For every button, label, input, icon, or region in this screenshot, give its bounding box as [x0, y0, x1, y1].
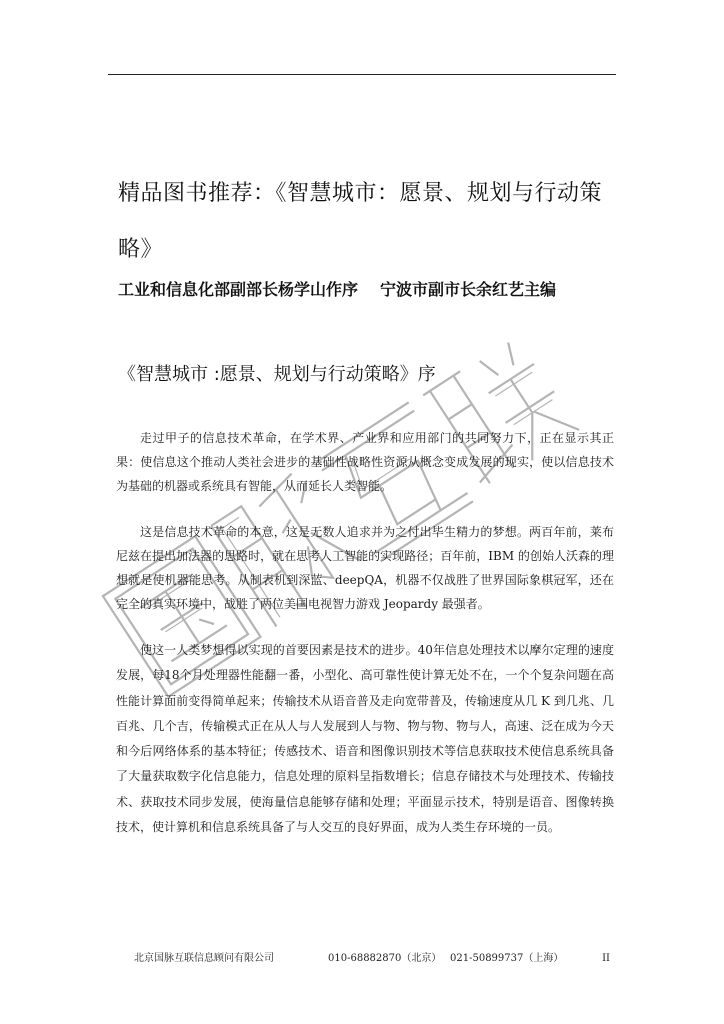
section-heading: 《智慧城市 :愿景、规划与行动策略》序 [118, 364, 436, 385]
footer-phone-shanghai: 021-50899737（上海） [450, 953, 564, 964]
paragraph-1: 走过甲子的信息技术革命，在学术界、产业界和应用部门的共同努力下，正在显示其正果：使信息这个推动人类社会进步的基础性战略性资源从概念变成发展的现实，使以信息技术为基础的机器或系统具有智能，从而延长人类智能。 [116, 431, 614, 493]
footer-phone-beijing: 010-68882870（北京） [328, 953, 442, 964]
header-rule [108, 74, 616, 75]
paragraph-3: 使这一人类梦想得以实现的首要因素是技术的进步。40年信息处理技术以摩尔定理的速度发展，每18个月处理器性能翻一番，小型化、高可靠性使计算无处不在，一个个复杂问题在高性能计算面前变得简单起来；传输技术从语音普及走向宽带普及，传输速度从几 K 到几兆、几百兆、几个吉，传输模式正在从人与人发展到人与物、物与物、物与人，高速、泛在成为今天和今后网络体系的基本特征；传感技术、语音和图像识别技术等信息获取技术使信息系统具备了大量获取数字化信息能力，信息处理的原料呈指数增长；信息存储技术与处理技术、传输技术、获取技术同步发展，使海量信息能够存储和处理；平面显示技术，特别是语音、图像转换技术，使计算机和信息系统具备了与人交互的良好界面，成为人类生存环境的一员。 [116, 643, 614, 835]
page-subtitle [118, 278, 638, 302]
page-title-line-2: 略》 [118, 237, 164, 262]
body-text [116, 426, 614, 862]
subtitle-chief-editor: 宁波市副市长余红艺主编 [380, 280, 557, 299]
paragraph-2: 这是信息技术革命的本意，这是无数人追求并为之付出毕生精力的梦想。两百年前，莱布尼兹在提出加法器的思路时，就在思考人工智能的实现路径；百年前，IBM 的创始人沃森的理想就是使机器能思考。从制表机到深蓝、deepQA，机器不仅战胜了世界国际象棋冠军，还在完全的真实环境中，战胜了两位美国电视智力游戏 Jeopardy 最强者。 [116, 525, 614, 611]
page-title-line-1: 精品图书推荐：《智慧城市：愿景、规划与行动策 [118, 181, 603, 206]
footer-page-number: II [602, 953, 610, 964]
subtitle-preface-author: 工业和信息化部副部长杨学山作序 [118, 280, 359, 299]
page-footer [134, 950, 614, 968]
page-title [118, 166, 628, 278]
footer-company-name: 北京国脉互联信息顾问有限公司 [134, 953, 274, 964]
